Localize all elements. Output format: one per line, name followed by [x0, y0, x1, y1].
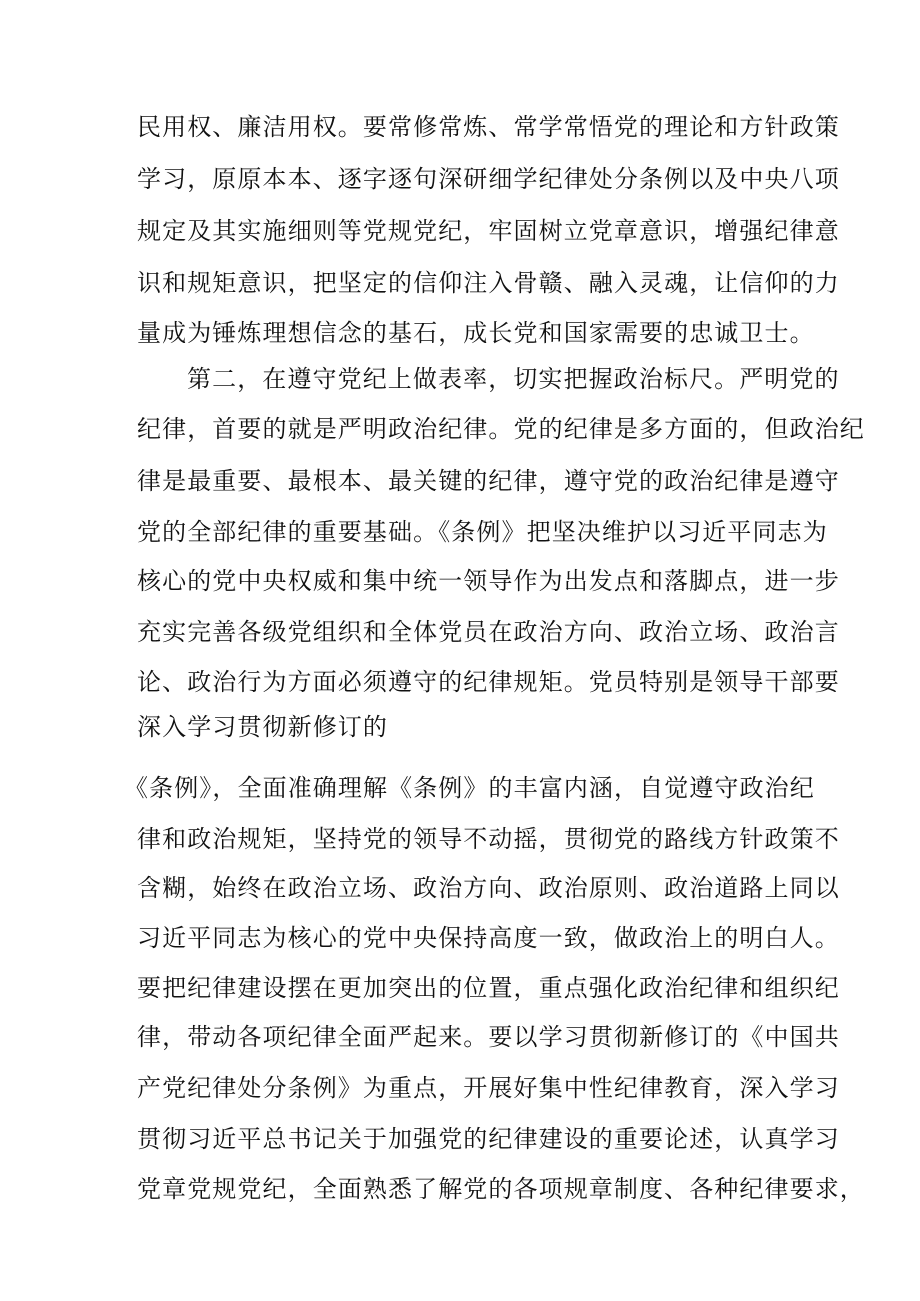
text-line: 核心的党中央权威和集中统一领导作为出发点和落脚点，进一步	[137, 567, 840, 595]
text-line: 党的全部纪律的重要基础。《条例》把坚决维护以习近平同志为	[137, 518, 828, 546]
text-line: 论、政治行为方面必须遵守的纪律规矩。党员特别是领导干部要	[137, 668, 840, 696]
text-line: 习近平同志为核心的党中央保持高度一致，做政治上的明白人。	[137, 924, 840, 952]
text-line: 充实完善各级党组织和全体党员在政治方向、政治立场、政治言	[137, 618, 840, 646]
text-line: 深入学习贯彻新修订的	[137, 713, 388, 741]
text-line: 量成为锤炼理想信念的基石，成长党和国家需要的忠诚卫士。	[137, 319, 815, 347]
text-line: 民用权、廉洁用权。要常修常炼、常学常悟党的理论和方针政策	[137, 113, 840, 141]
text-line: 《条例》，全面准确理解《条例》的丰富内涵，自觉遵守政治纪	[124, 774, 815, 802]
text-line: 产党纪律处分条例》为重点，开展好集中性纪律教育，深入学习	[137, 1074, 840, 1102]
text-line: 要把纪律建设摆在更加突出的位置，重点强化政治纪律和组织纪	[137, 974, 840, 1002]
text-line: 纪律，首要的就是严明政治纪律。党的纪律是多方面的，但政治纪	[137, 415, 865, 443]
paragraph-start-line: 第二，在遵守党纪上做表率，切实把握政治标尺。严明党的	[187, 365, 840, 393]
text-line: 党章党规党纪，全面熟悉了解党的各项规章制度、各种纪律要求，	[137, 1175, 865, 1203]
text-line: 规定及其实施细则等党规党纪，牢固树立党章意识，增强纪律意	[137, 217, 840, 245]
text-line: 识和规矩意识，把坚定的信仰注入骨赣、融入灵魂，让信仰的力	[137, 269, 840, 297]
text-line: 学习，原原本本、逐字逐句深研细学纪律处分条例以及中央八项	[137, 165, 840, 193]
text-line: 律，带动各项纪律全面严起来。要以学习贯彻新修订的《中国共	[137, 1023, 840, 1051]
text-line: 含糊，始终在政治立场、政治方向、政治原则、政治道路上同以	[137, 874, 840, 902]
text-line: 贯彻习近平总书记关于加强党的纪律建设的重要论述，认真学习	[137, 1125, 840, 1153]
text-line: 律是最重要、最根本、最关键的纪律，遵守党的政治纪律是遵守	[137, 467, 840, 495]
text-line: 律和政治规矩，坚持党的领导不动摇，贯彻党的路线方针政策不	[137, 825, 840, 853]
